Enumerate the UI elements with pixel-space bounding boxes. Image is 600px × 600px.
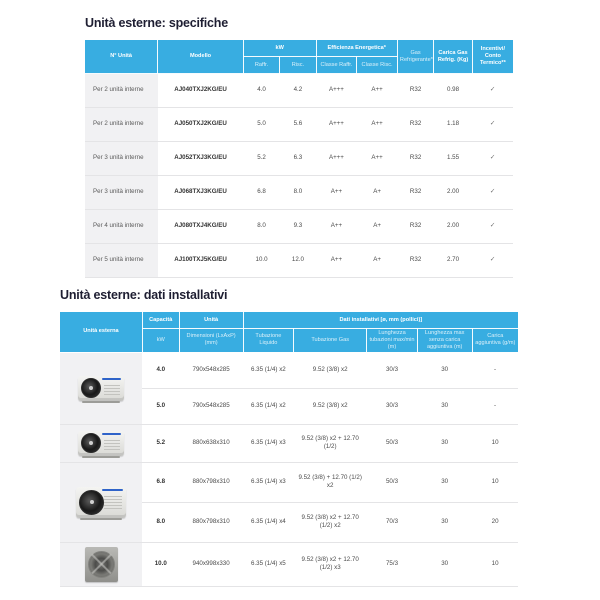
gas-value: R32: [397, 142, 433, 176]
lunghezza-maxmin-value: 30/3: [367, 352, 417, 388]
section1-title: Unità esterne: specifiche: [85, 16, 228, 30]
kw-risc-value: 5.6: [280, 108, 316, 142]
col-header-unita-esterna: Unità esterna: [60, 312, 142, 353]
row-label: Per 3 unità interne: [85, 176, 158, 210]
tubazione-liquido-value: 6.35 (1/4) x5: [243, 542, 293, 586]
carica-value: 0.98: [434, 74, 473, 108]
tubazione-gas-value: 9.52 (3/8) x2 + 12.70 (1/2): [294, 424, 367, 462]
kw-risc-value: 9.3: [280, 210, 316, 244]
col-header-lunghezza-maxmin: Lunghezza tubazioni max/min (m): [367, 329, 417, 353]
dimensioni-value: 790x548x285: [179, 388, 243, 424]
lunghezza-maxmin-value: 70/3: [367, 502, 417, 542]
col-header-tubazione-gas: Tubazione Gas: [294, 329, 367, 353]
section2-title: Unità esterne: dati installativi: [60, 288, 228, 302]
carica-aggiuntiva-value: 20: [472, 502, 518, 542]
table-row: [85, 244, 513, 278]
col-header-lunghezza-senza-carica: Lunghezza max senza carica aggiuntiva (m): [417, 329, 472, 353]
kw-value: 10.0: [142, 542, 179, 586]
incentivo-check: ✓: [472, 142, 513, 176]
classe-raffr-value: A+++: [316, 74, 357, 108]
col-header-incentivi: Incentivi/ Conto Termico**: [472, 40, 513, 74]
model-code: AJ080TXJ4KG/EU: [158, 210, 244, 244]
table-row: [60, 352, 518, 388]
lunghezza-senza-value: 30: [417, 462, 472, 502]
table-row: [85, 210, 513, 244]
tubazione-liquido-value: 6.35 (1/4) x3: [243, 462, 293, 502]
gas-value: R32: [397, 210, 433, 244]
incentivo-check: ✓: [472, 74, 513, 108]
carica-aggiuntiva-value: 10: [472, 462, 518, 502]
kw-value: 4.0: [142, 352, 179, 388]
section-dati-installativi: [60, 288, 518, 587]
col-header-gas-refrigerante: Gas Refrigerante*: [397, 40, 433, 74]
col-group-capacita: Capacità: [142, 312, 179, 329]
carica-value: 1.55: [434, 142, 473, 176]
tubazione-gas-value: 9.52 (3/8) + 12.70 (1/2) x2: [294, 462, 367, 502]
outdoor-unit-photo: [60, 462, 142, 542]
dimensioni-value: 880x798x310: [179, 502, 243, 542]
carica-value: 2.70: [434, 244, 473, 278]
kw-value: 6.8: [142, 462, 179, 502]
table-row: [85, 74, 513, 108]
outdoor-unit-image: [78, 431, 124, 456]
table-row: [85, 176, 513, 210]
incentivo-check: ✓: [472, 210, 513, 244]
kw-risc-value: 8.0: [280, 176, 316, 210]
kw-raffr-value: 10.0: [243, 244, 279, 278]
gas-value: R32: [397, 176, 433, 210]
row-label: Per 3 unità interne: [85, 142, 158, 176]
tubazione-gas-value: 9.52 (3/8) x2 + 12.70 (1/2) x3: [294, 542, 367, 586]
col-group-dati-installativi: Dati installativi [ø, mm (pollici)]: [243, 312, 518, 329]
blue-stripe: [102, 378, 121, 380]
col-header-modello: Modello: [158, 40, 244, 74]
col-header-carica-aggiuntiva: Carica aggiuntiva (g/m): [472, 329, 518, 353]
kw-raffr-value: 6.8: [243, 176, 279, 210]
dimensioni-value: 880x638x310: [179, 424, 243, 462]
col-group-unita: Unità: [179, 312, 243, 329]
col-header-kw: kW: [142, 329, 179, 353]
col-group-kw: kW: [243, 40, 316, 57]
classe-raffr-value: A++: [316, 176, 357, 210]
classe-risc-value: A++: [357, 74, 398, 108]
row-label: Per 2 unità interne: [85, 108, 158, 142]
spec-table: [85, 39, 513, 278]
dimensioni-value: 790x548x285: [179, 352, 243, 388]
classe-raffr-value: A+++: [316, 142, 357, 176]
tubazione-gas-value: 9.52 (3/8) x2: [294, 352, 367, 388]
carica-value: 2.00: [434, 210, 473, 244]
kw-raffr-value: 5.0: [243, 108, 279, 142]
outdoor-unit-image: [76, 487, 126, 518]
lunghezza-maxmin-value: 75/3: [367, 542, 417, 586]
lunghezza-senza-value: 30: [417, 352, 472, 388]
tubazione-liquido-value: 6.35 (1/4) x3: [243, 424, 293, 462]
gas-value: R32: [397, 74, 433, 108]
col-header-risc: Risc.: [280, 57, 316, 74]
model-code: AJ052TXJ3KG/EU: [158, 142, 244, 176]
kw-value: 5.2: [142, 424, 179, 462]
kw-risc-value: 4.2: [280, 74, 316, 108]
carica-aggiuntiva-value: 10: [472, 424, 518, 462]
classe-raffr-value: A++: [316, 244, 357, 278]
model-code: AJ040TXJ2KG/EU: [158, 74, 244, 108]
outdoor-unit-photo: [60, 352, 142, 424]
lunghezza-maxmin-value: 30/3: [367, 388, 417, 424]
lunghezza-maxmin-value: 50/3: [367, 424, 417, 462]
row-label: Per 2 unità interne: [85, 74, 158, 108]
outdoor-unit-photo: [60, 424, 142, 462]
blue-stripe: [102, 489, 123, 491]
classe-risc-value: A+: [357, 244, 398, 278]
kw-risc-value: 6.3: [280, 142, 316, 176]
classe-raffr-value: A+++: [316, 108, 357, 142]
blue-stripe: [102, 433, 121, 435]
col-header-tubazione-liquido: Tubazione Liquido: [243, 329, 293, 353]
col-header-raffr: Raffr.: [243, 57, 279, 74]
lunghezza-senza-value: 30: [417, 542, 472, 586]
incentivo-check: ✓: [472, 176, 513, 210]
gas-value: R32: [397, 244, 433, 278]
install-table: [60, 311, 518, 587]
classe-risc-value: A+: [357, 210, 398, 244]
kw-raffr-value: 5.2: [243, 142, 279, 176]
tubazione-liquido-value: 6.35 (1/4) x4: [243, 502, 293, 542]
col-header-n-unita: N° Unità: [85, 40, 158, 74]
kw-value: 5.0: [142, 388, 179, 424]
outdoor-unit-image: [85, 547, 118, 582]
section-specifiche: [85, 16, 513, 278]
model-code: AJ050TXJ2KG/EU: [158, 108, 244, 142]
model-code: AJ068TXJ3KG/EU: [158, 176, 244, 210]
outdoor-unit-image: [78, 376, 124, 401]
lunghezza-senza-value: 30: [417, 502, 472, 542]
classe-raffr-value: A++: [316, 210, 357, 244]
gas-value: R32: [397, 108, 433, 142]
col-group-efficienza: Efficienza Energetica*: [316, 40, 397, 57]
row-label: Per 5 unità interne: [85, 244, 158, 278]
table-row: [85, 142, 513, 176]
carica-aggiuntiva-value: -: [472, 352, 518, 388]
classe-risc-value: A+: [357, 176, 398, 210]
fan: [79, 490, 104, 515]
col-header-classe-risc: Classe Risc.: [357, 57, 398, 74]
lunghezza-maxmin-value: 50/3: [367, 462, 417, 502]
tubazione-liquido-value: 6.35 (1/4) x2: [243, 388, 293, 424]
kw-raffr-value: 4.0: [243, 74, 279, 108]
lunghezza-senza-value: 30: [417, 388, 472, 424]
tubazione-liquido-value: 6.35 (1/4) x2: [243, 352, 293, 388]
table-row: [85, 108, 513, 142]
carica-aggiuntiva-value: -: [472, 388, 518, 424]
col-header-classe-raffr: Classe Raffr.: [316, 57, 357, 74]
kw-raffr-value: 8.0: [243, 210, 279, 244]
carica-value: 2.00: [434, 176, 473, 210]
tubazione-gas-value: 9.52 (3/8) x2 + 12.70 (1/2) x2: [294, 502, 367, 542]
incentivo-check: ✓: [472, 108, 513, 142]
carica-aggiuntiva-value: 10: [472, 542, 518, 586]
classe-risc-value: A++: [357, 142, 398, 176]
incentivo-check: ✓: [472, 244, 513, 278]
model-code: AJ100TXJ5KG/EU: [158, 244, 244, 278]
table-row: [60, 542, 518, 586]
kw-risc-value: 12.0: [280, 244, 316, 278]
classe-risc-value: A++: [357, 108, 398, 142]
lunghezza-senza-value: 30: [417, 424, 472, 462]
outdoor-unit-photo: [60, 542, 142, 586]
carica-value: 1.18: [434, 108, 473, 142]
dimensioni-value: 880x798x310: [179, 462, 243, 502]
kw-value: 8.0: [142, 502, 179, 542]
tubazione-gas-value: 9.52 (3/8) x2: [294, 388, 367, 424]
table-row: [60, 424, 518, 462]
row-label: Per 4 unità interne: [85, 210, 158, 244]
col-header-carica-gas: Carica Gas Refrig. (Kg): [434, 40, 473, 74]
table-row: [60, 462, 518, 502]
dimensioni-value: 940x998x330: [179, 542, 243, 586]
col-header-dimensioni: Dimensioni (LxAxP) (mm): [179, 329, 243, 353]
